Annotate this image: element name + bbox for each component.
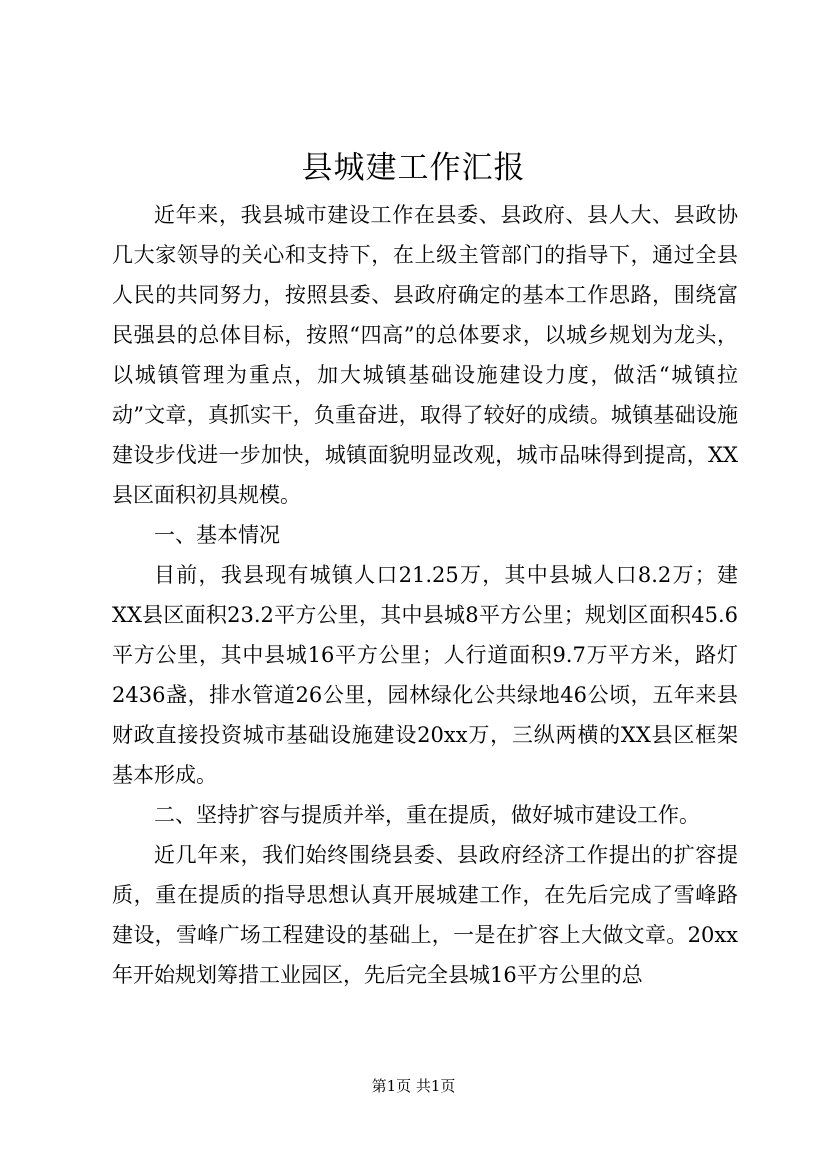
document-body [112, 195, 738, 995]
paragraph-intro: 近年来，我县城市建设工作在县委、县政府、县人大、县政协几大家领导的关心和支持下，在上级主管部门的指导下，通过全县人民的共同努力，按照县委、县政府确定的基本工作思路，围绕富民强县的总体目标，按照“四高”的总体要求，以城乡规划为龙头，以城镇管理为重点，加大城镇基础设施建设力度，做活“城镇拉动”文章，真抓实干，负重奋进，取得了较好的成绩。城镇基础设施建设步伐进一步加快，城镇面貌明显改观，城市品味得到提高，XX县区面积初具规模。 [112, 203, 738, 507]
section-heading-expansion: 二、坚持扩容与提质并举，重在提质，做好城市建设工作。 [154, 803, 700, 827]
paragraph-basic-situation: 目前，我县现有城镇人口21.25万，其中县城人口8.2万；建XX县区面积23.2平方公里，其中县城8平方公里；规划区面积45.6平方公里，其中县城16平方公里；人行道面积9.7万平方米，路灯2436盏，排水管道26公里，园林绿化公共绿地46公顷，五年来县财政直接投资城市基础设施建设20xx万，三纵两横的XX县区框架基本形成。 [112, 563, 738, 787]
document-title: 县城建工作汇报 [301, 150, 526, 186]
section-heading-basic-situation: 一、基本情况 [154, 523, 280, 547]
paragraph-expansion: 近几年来，我们始终围绕县委、县政府经济工作提出的扩容提质，重在提质的指导思想认真开展城建工作，在先后完成了雪峰路建设，雪峰广场工程建设的基础上，一是在扩容上大做文章。20xx年开始规划筹措工业园区，先后完全县城16平方公里的总 [112, 843, 738, 987]
page-footer: 第1页 共1页 [371, 1077, 456, 1095]
